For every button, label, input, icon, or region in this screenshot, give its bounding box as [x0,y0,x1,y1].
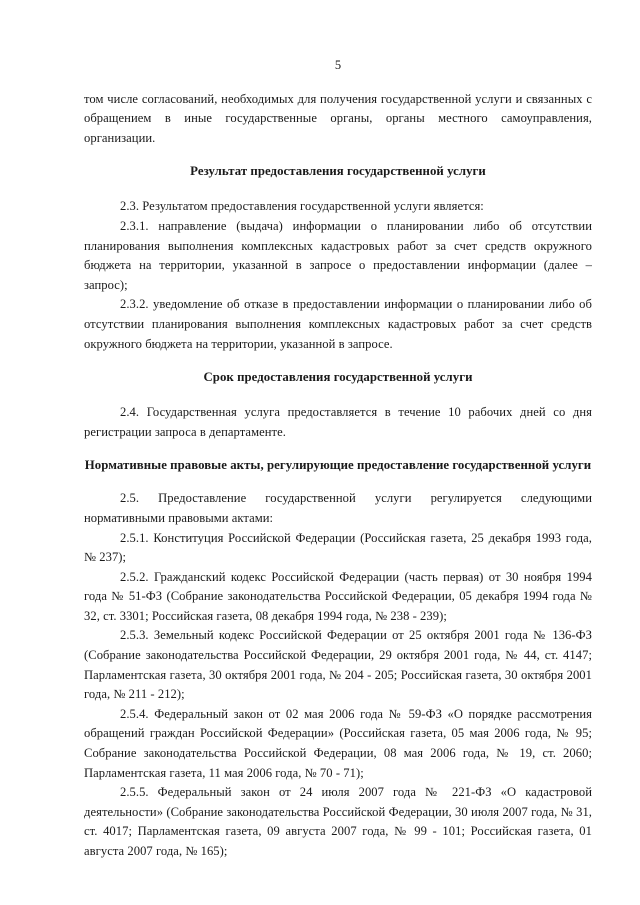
paragraph-2-3-1: 2.3.1. направление (выдача) информации о планировании либо об отсутствии планирования выполнения комплексных кадастровых работ за счет средств окружного бюджета на территории, указанной в запросе о предоставлении информации (далее – запрос); [84,218,592,292]
paragraph-2-3-2: 2.3.2. уведомление об отказе в предоставлении информации о планировании либо об отсутствии планирования выполнения комплексных кадастровых работ за счет средств окружного бюджета на территории, указанной в запросе. [84,297,592,351]
paragraph-2-5-1: 2.5.1. Конституция Российской Федерации (Российская газета, 25 декабря 1993 года, № 237); [84,530,592,565]
section-heading-result: Результат предоставления государственной услуги [190,164,486,179]
intro-paragraph: том числе согласований, необходимых для получения государственной услуги и связанных с обращением в иные государственные органы, органы местного самоуправления, организации. [84,91,592,145]
document-page [84,56,592,862]
paragraph-2-3: 2.3. Результатом предоставления государственной услуги является: [120,199,484,214]
paragraph-2-5-2: 2.5.2. Гражданский кодекс Российской Федерации (часть первая) от 30 ноября 1994 года № 51-ФЗ (Собрание законодательства Российской Федерации, 05 декабря 1994 года № 32, ст. 3301; Российская газета, 08 декабря 1994 года, № 238 - 239); [84,569,592,623]
page-number: 5 [334,58,342,72]
paragraph-2-4: 2.4. Государственная услуга предоставляется в течение 10 рабочих дней со дня регистрации запроса в департаменте. [84,405,592,439]
paragraph-2-5-3: 2.5.3. Земельный кодекс Российской Федерации от 25 октября 2001 года № 136-ФЗ (Собрание законодательства Российской Федерации, 29 октября 2001 года, № 44, ст. 4147; Парламентская газета, 30 октября 2001 года, № 204 - 205; Российская газета, 30 октября 2001 года, № 211 - 212); [84,628,592,702]
paragraph-2-5-5: 2.5.5. Федеральный закон от 24 июля 2007 года № 221-ФЗ «О кадастровой деятельности» (Собрание законодательства Российской Федерации, 30 июля 2007 года, № 31, ст. 4017; Парламентская газета, 09 августа 2007 года, № 99 - 101; Российская газета, 01 августа 2007 года, № 165); [84,785,592,858]
section-heading-legal-acts: Нормативные правовые акты, регулирующие предоставление государственной услуги [84,458,592,473]
section-heading-term: Срок предоставления государственной услуги [203,370,473,385]
paragraph-2-5-4: 2.5.4. Федеральный закон от 02 мая 2006 года № 59-ФЗ «О порядке рассмотрения обращений граждан Российской Федерации» (Российская газета, 05 мая 2006 года, № 95; Собрание законодательства Российской Федерации, 08 мая 2006 года, № 19, ст. 2060; Парламентская газета, 11 мая 2006 года, № 70 - 71); [84,706,592,780]
paragraph-2-5: 2.5. Предоставление государственной услуги регулируется следующими нормативными правовыми актами: [84,491,592,525]
